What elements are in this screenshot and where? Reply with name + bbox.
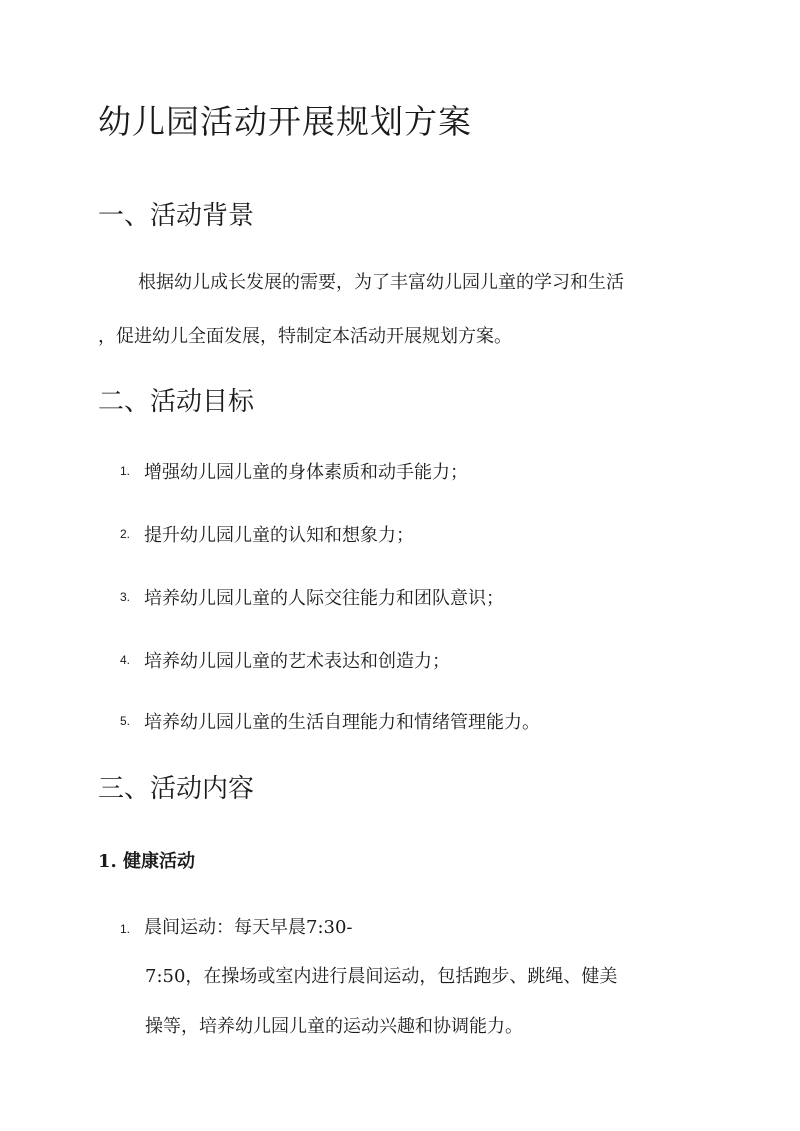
list-text: 培养幼儿园儿童的艺术表达和创造力；	[144, 651, 450, 672]
list-item	[120, 647, 450, 673]
document-title: 幼儿园活动开展规划方案	[98, 102, 472, 141]
paragraph-line: ，促进幼儿全面发展，特制定本活动开展规划方案。	[98, 326, 512, 347]
list-item	[120, 521, 414, 547]
list-number: 1.	[120, 922, 131, 936]
list-text-continuation: 7:50，在操场或室内进行晨间运动，包括跑步、跳绳、健美	[145, 966, 618, 987]
list-text: 培养幼儿园儿童的生活自理能力和情绪管理能力。	[144, 712, 540, 733]
list-text: 增强幼儿园儿童的身体素质和动手能力；	[144, 462, 468, 483]
list-item	[120, 584, 504, 610]
list-text: 晨间运动：每天早晨7:30-	[144, 917, 353, 938]
section-heading-content: 三、活动内容	[98, 774, 255, 804]
list-number: 2.	[120, 527, 131, 541]
list-number: 4.	[120, 653, 131, 667]
list-text-continuation: 操等，培养幼儿园儿童的运动兴趣和协调能力。	[145, 1016, 523, 1037]
list-item	[120, 708, 540, 734]
list-item	[120, 458, 468, 484]
paragraph-line: 根据幼儿成长发展的需要，为了丰富幼儿园儿童的学习和生活	[138, 272, 624, 293]
section-heading-background: 一、活动背景	[98, 201, 255, 231]
list-text: 培养幼儿园儿童的人际交往能力和团队意识；	[144, 588, 504, 609]
list-number: 5.	[120, 714, 131, 728]
list-text: 提升幼儿园儿童的认知和想象力；	[144, 525, 414, 546]
subsection-heading-health: 1. 健康活动	[98, 851, 196, 872]
list-item	[120, 913, 353, 939]
section-heading-goals: 二、活动目标	[98, 387, 255, 417]
list-number: 3.	[120, 590, 131, 604]
list-number: 1.	[120, 464, 131, 478]
